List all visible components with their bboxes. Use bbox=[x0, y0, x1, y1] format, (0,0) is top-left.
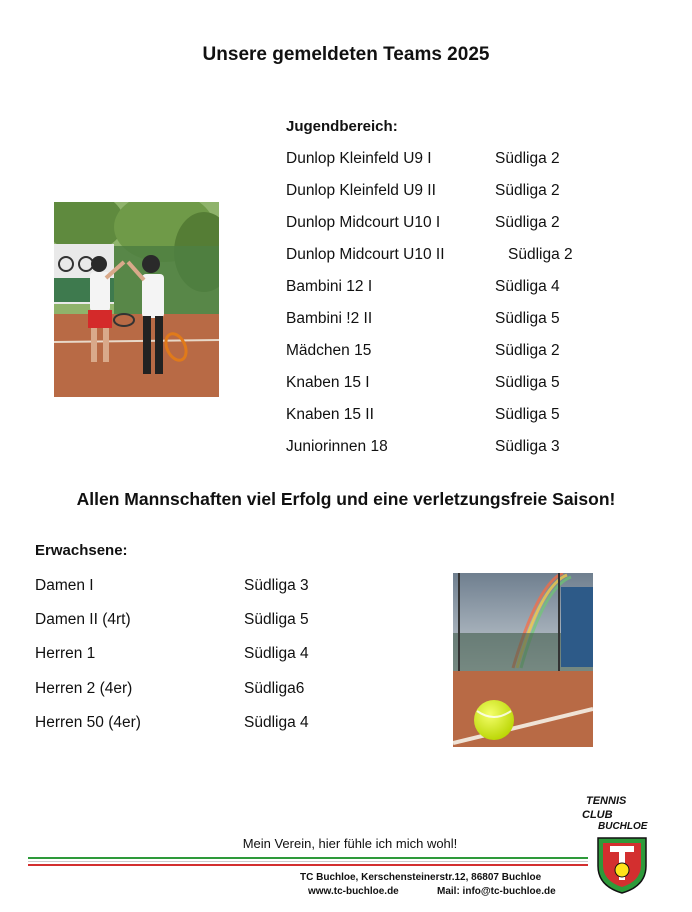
list-item bbox=[286, 310, 560, 328]
footer-stripe-green bbox=[28, 857, 588, 859]
footer-email: Mail: info@tc-buchloe.de bbox=[437, 886, 556, 897]
team-league: Südliga 2 bbox=[495, 150, 560, 167]
team-league: Südliga 3 bbox=[244, 577, 309, 594]
slogan: Allen Mannschaften viel Erfolg und eine verletzungsfreie Saison! bbox=[76, 489, 616, 509]
team-name: Dunlop Midcourt U10 II bbox=[286, 246, 445, 263]
team-league: Südliga 2 bbox=[495, 214, 560, 231]
photo-tennis-ball-rainbow-image bbox=[453, 573, 593, 747]
list-item bbox=[286, 246, 573, 264]
footer-website: www.tc-buchloe.de bbox=[308, 886, 399, 897]
team-league: Südliga 2 bbox=[495, 342, 560, 359]
list-item bbox=[35, 577, 309, 595]
logo-text-tennis: TENNIS bbox=[586, 795, 627, 807]
team-league: Südliga 5 bbox=[495, 310, 560, 327]
list-item bbox=[286, 438, 560, 456]
team-name: Dunlop Kleinfeld U9 II bbox=[286, 182, 436, 199]
logo-shield-icon bbox=[596, 836, 648, 894]
team-name: Dunlop Kleinfeld U9 I bbox=[286, 150, 432, 167]
list-item bbox=[35, 611, 309, 629]
team-name: Herren 2 (4er) bbox=[35, 680, 133, 697]
team-league: Südliga6 bbox=[244, 680, 305, 697]
footer-stripe-red bbox=[28, 864, 588, 866]
photo-tennis-ball-rainbow bbox=[453, 573, 593, 747]
team-name: Herren 1 bbox=[35, 645, 96, 662]
adults-heading: Erwachsene: bbox=[35, 542, 128, 559]
photo-kids-high-five-image bbox=[54, 202, 219, 397]
page-title: Unsere gemeldeten Teams 2025 bbox=[202, 44, 490, 65]
team-league: Südliga 5 bbox=[495, 374, 560, 391]
team-league: Südliga 5 bbox=[495, 406, 560, 423]
team-name: Knaben 15 I bbox=[286, 374, 370, 391]
team-league: Südliga 5 bbox=[244, 611, 309, 628]
team-name: Mädchen 15 bbox=[286, 342, 372, 359]
list-item bbox=[286, 214, 560, 232]
team-league: Südliga 4 bbox=[244, 714, 309, 731]
team-name: Juniorinnen 18 bbox=[286, 438, 388, 455]
team-name: Damen I bbox=[35, 577, 94, 594]
list-item bbox=[35, 680, 305, 698]
team-league: Südliga 2 bbox=[495, 182, 560, 199]
team-name: Herren 50 (4er) bbox=[35, 714, 141, 731]
team-name: Bambini 12 I bbox=[286, 278, 373, 295]
team-league: Südliga 4 bbox=[244, 645, 309, 662]
youth-heading: Jugendbereich: bbox=[286, 118, 398, 135]
list-item bbox=[286, 278, 560, 296]
list-item bbox=[35, 714, 309, 732]
footer-motto: Mein Verein, hier fühle ich mich wohl! bbox=[242, 836, 458, 851]
footer-address: TC Buchloe, Kerschensteinerstr.12, 86807 Buchloe bbox=[300, 872, 542, 883]
footer-stripe-white bbox=[28, 861, 588, 862]
list-item bbox=[286, 182, 560, 200]
list-item bbox=[286, 342, 560, 360]
list-item bbox=[286, 406, 560, 424]
team-name: Knaben 15 II bbox=[286, 406, 374, 423]
team-name: Bambini !2 II bbox=[286, 310, 373, 327]
logo-text-buchloe: BUCHLOE bbox=[598, 821, 648, 832]
list-item bbox=[286, 374, 560, 392]
list-item bbox=[286, 150, 560, 168]
logo-text-club: CLUB bbox=[582, 809, 613, 821]
club-logo bbox=[582, 795, 650, 896]
team-league: Südliga 2 bbox=[508, 246, 573, 263]
photo-kids-high-five bbox=[54, 202, 219, 397]
team-league: Südliga 3 bbox=[495, 438, 560, 455]
list-item bbox=[35, 645, 309, 663]
team-name: Damen II (4rt) bbox=[35, 611, 131, 628]
team-league: Südliga 4 bbox=[495, 278, 560, 295]
team-name: Dunlop Midcourt U10 I bbox=[286, 214, 441, 231]
